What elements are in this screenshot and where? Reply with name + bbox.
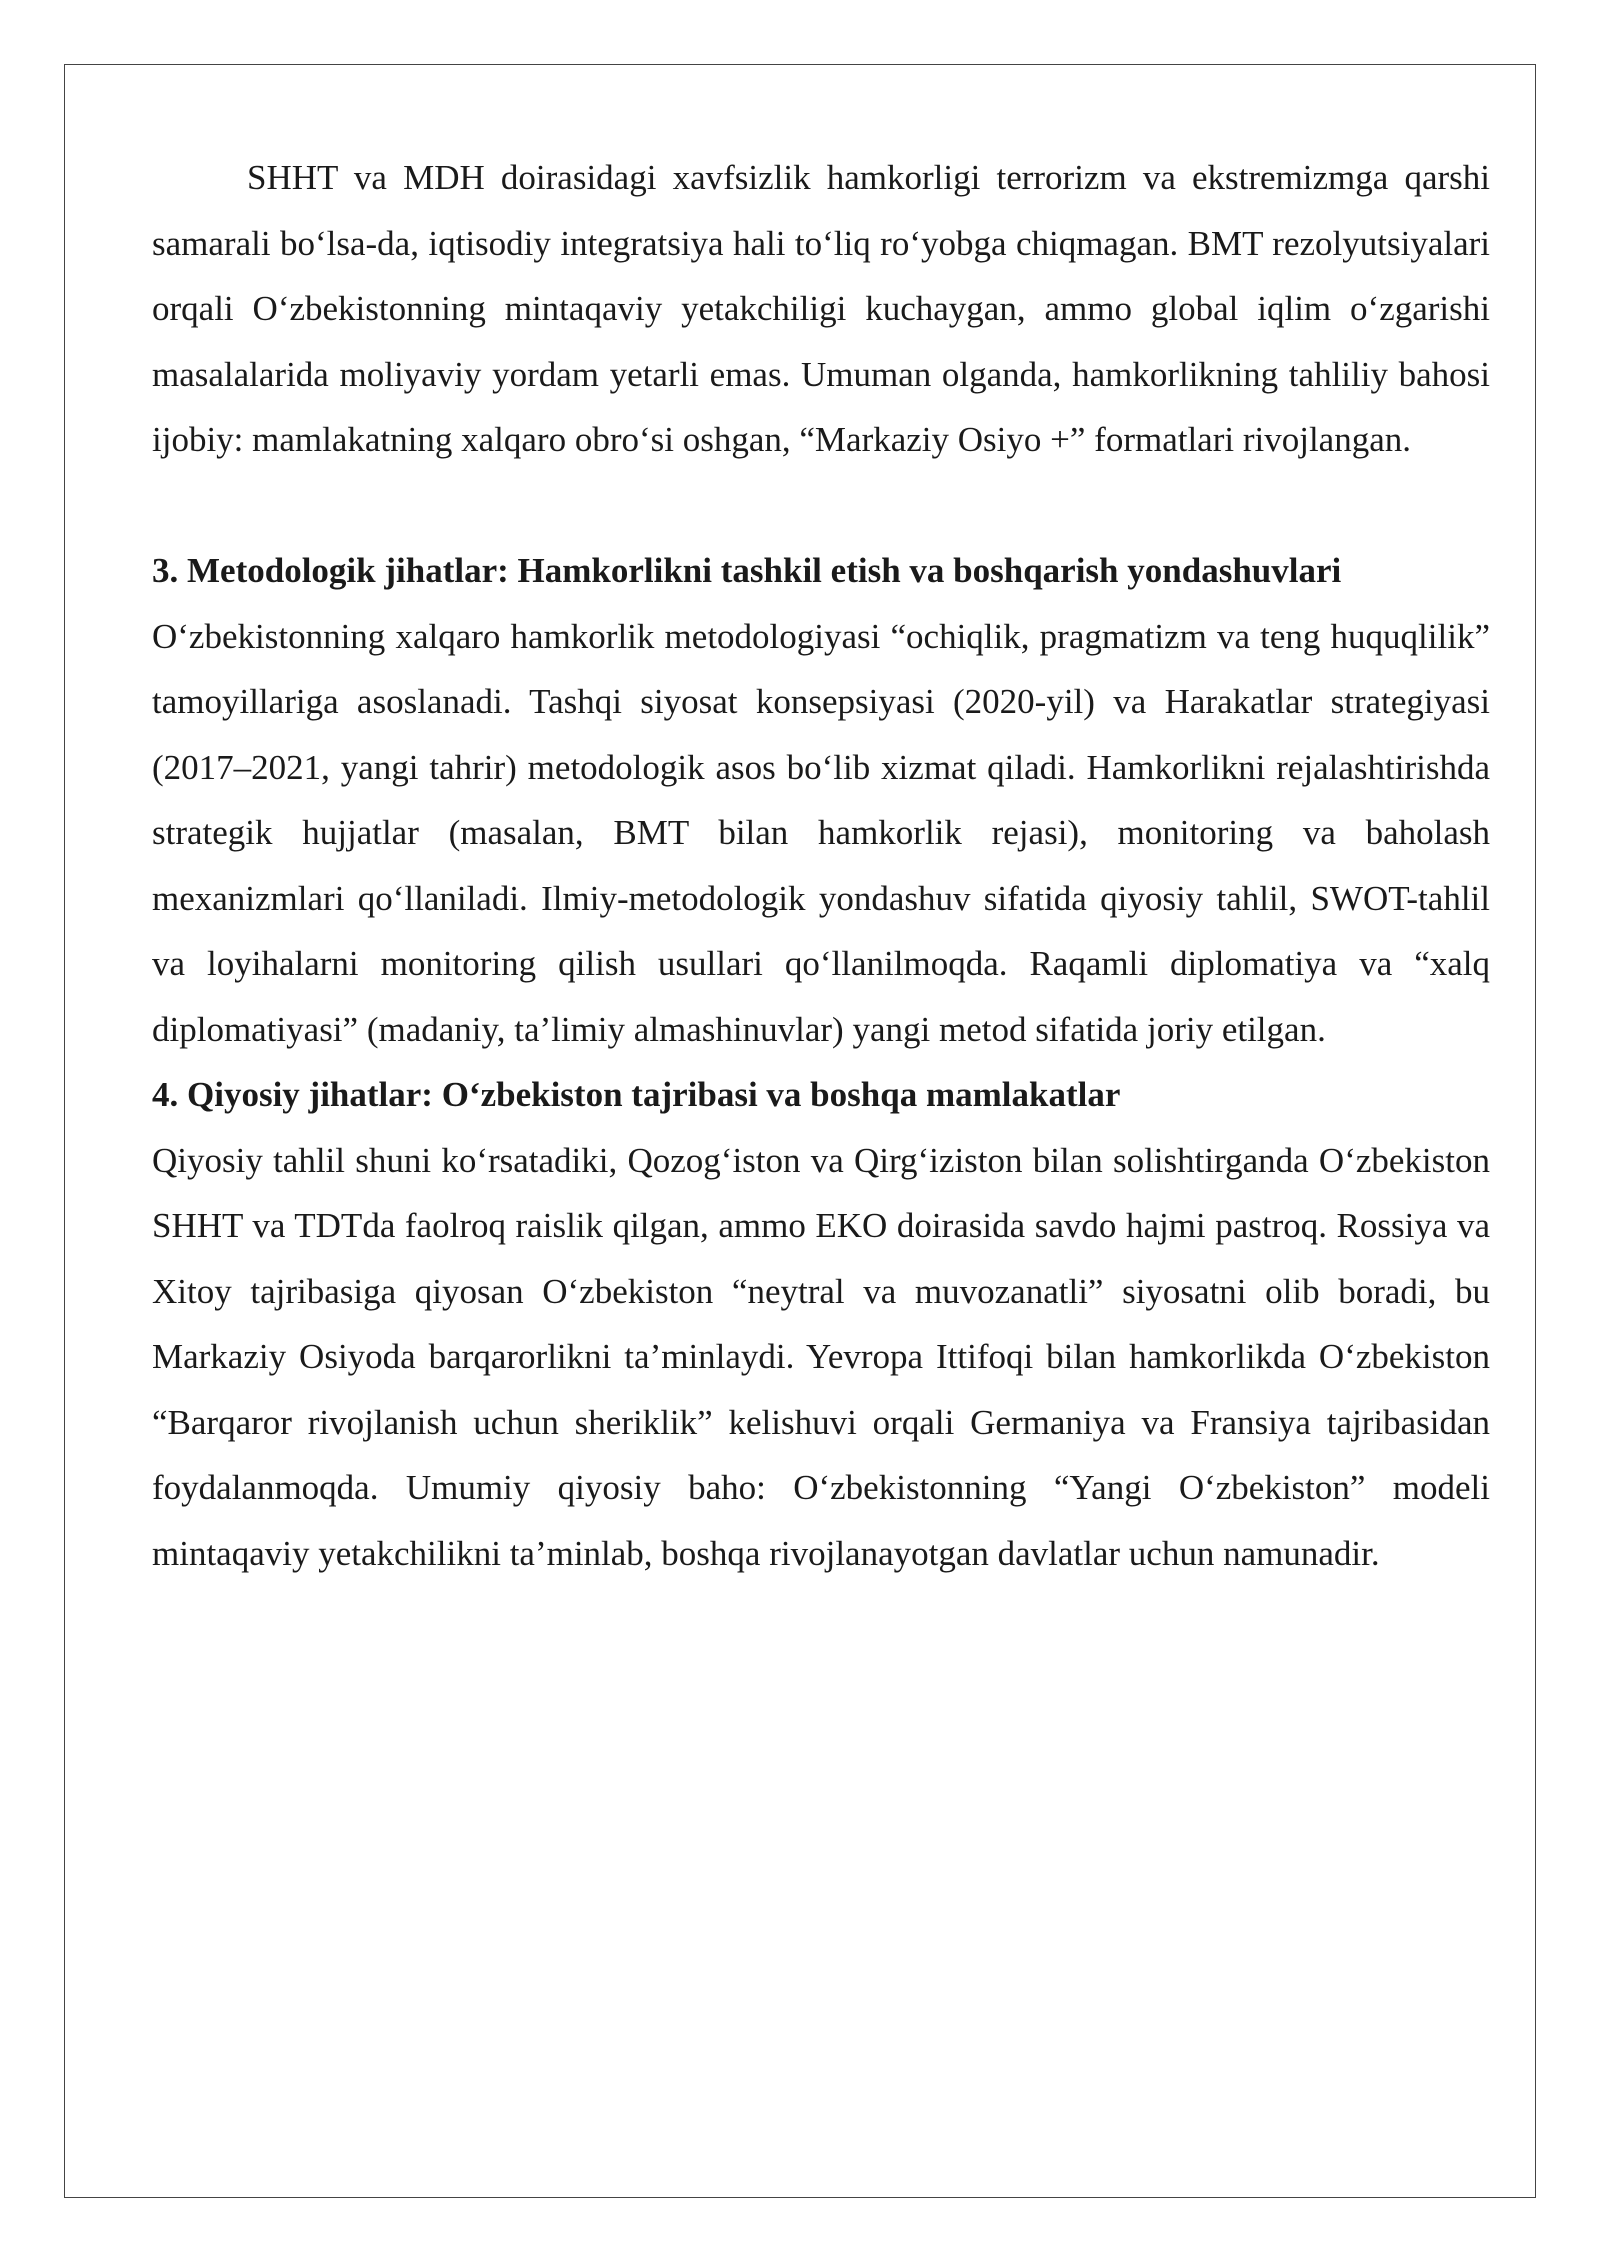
document-body xyxy=(152,145,1490,1586)
paragraph-intro: SHHT va MDH doirasidagi xavfsizlik hamkorligi terrorizm va ekstremizmga qarshi samarali bo‘lsa-da, iqtisodiy integratsiya hali to‘liq ro‘yobga chiqmagan. BMT rezolyutsiyalari orqali O‘zbekistonning mintaqaviy yetakchiligi kuchaygan, ammo global iqlim o‘zgarishi masalalarida moliyaviy yordam yetarli emas. Umuman olganda, hamkorlikning tahliliy bahosi ijobiy: mamlakatning xalqaro obro‘si oshgan, “Markaziy Osiyo +” formatlari rivojlangan. xyxy=(152,158,1490,459)
paragraph-comparative: Qiyosiy tahlil shuni ko‘rsatadiki, Qozog‘iston va Qirg‘iziston bilan solishtirganda O‘zbekiston SHHT va TDTda faolroq raislik qilgan, ammo EKO doirasida savdo hajmi pastroq. Rossiya va Xitoy tajribasiga qiyosan O‘zbekiston “neytral va muvozanatli” siyosatni olib boradi, bu Markaziy Osiyoda barqarorlikni ta’minlaydi. Yevropa Ittifoqi bilan hamkorlikda O‘zbekiston “Barqaror rivojlanish uchun sheriklik” kelishuvi orqali Germaniya va Fransiya tajribasidan foydalanmoqda. Umumiy qiyosiy baho: O‘zbekistonning “Yangi O‘zbekiston” modeli mintaqaviy yetakchilikni ta’minlab, boshqa rivojlanayotgan davlatlar uchun namunadir. xyxy=(152,1140,1490,1573)
section-heading-3: 3. Metodologik jihatlar: Hamkorlikni tashkil etish va boshqarish yondashuvlari xyxy=(152,551,1342,590)
paragraph-spacer xyxy=(152,473,1490,539)
section-heading-4: 4. Qiyosiy jihatlar: O‘zbekiston tajribasi va boshqa mamlakatlar xyxy=(152,1075,1121,1114)
paragraph-methodology: O‘zbekistonning xalqaro hamkorlik metodologiyasi “ochiqlik, pragmatizm va teng huquqlilik” tamoyillariga asoslanadi. Tashqi siyosat konsepsiyasi (2020-yil) va Harakatlar strategiyasi (2017–2021, yangi tahrir) metodologik asos bo‘lib xizmat qiladi. Hamkorlikni rejalashtirishda strategik hujjatlar (masalan, BMT bilan hamkorlik rejasi), monitoring va baholash mexanizmlari qo‘llaniladi. Ilmiy-metodologik yondashuv sifatida qiyosiy tahlil, SWOT-tahlil va loyihalarni monitoring qilish usullari qo‘llanilmoqda. Raqamli diplomatiya va “xalq diplomatiyasi” (madaniy, ta’limiy almashinuvlar) yangi metod sifatida joriy etilgan. xyxy=(152,616,1490,1049)
